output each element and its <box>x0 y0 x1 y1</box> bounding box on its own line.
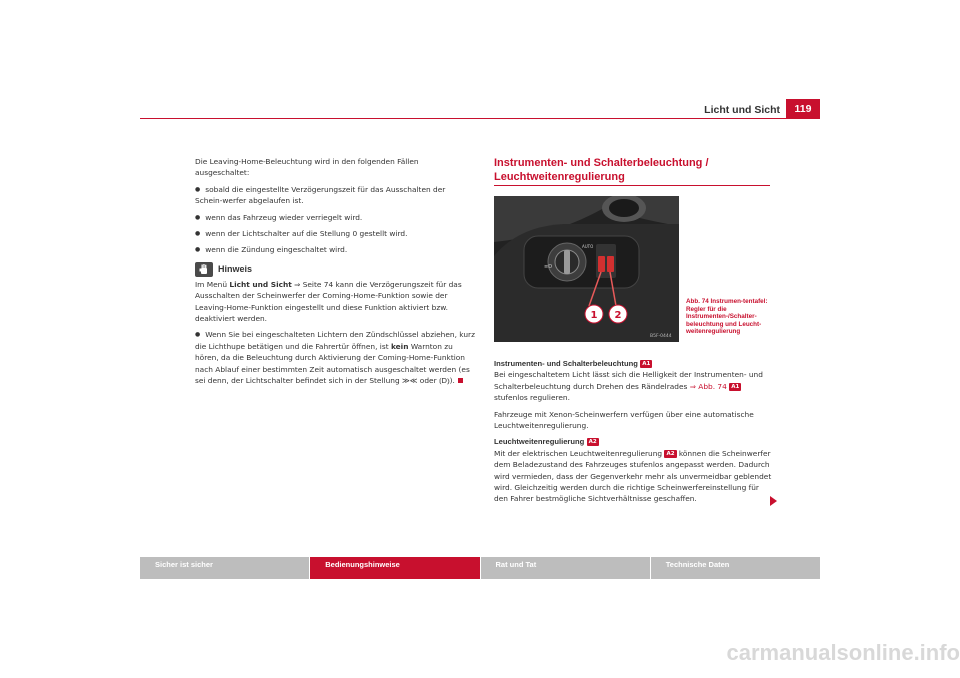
svg-text:≡D: ≡D <box>544 264 553 270</box>
callout-badge: A1 <box>731 383 740 390</box>
body-paragraph: Fahrzeuge mit Xenon-Scheinwerfern verfügen über eine automatische Leuchtweitenregulierung. <box>494 409 754 431</box>
bullet-item: ● wenn das Fahrzeug wieder verriegelt wird. <box>195 212 475 223</box>
bullet-item: ● wenn der Lichtschalter auf die Stellung 0 gestellt wird. <box>195 228 475 239</box>
body-paragraph: Bei eingeschaltetem Licht lässt sich die Helligkeit der Instrumenten- und Schalterbeleuchtung durch Drehen des Rändelrades ⇒ Abb. 74 A1 stufenlos regulieren. <box>494 370 763 403</box>
footer-tab-bedienung[interactable]: Bedienungshinweise <box>310 557 479 579</box>
note-hand-icon <box>195 262 213 277</box>
section-end-mark <box>458 378 463 383</box>
note-bullet: ● Wenn Sie bei eingeschalteten Lichtern den Zündschlüssel abziehen, kurz die Lichthupe betätigen und die Fahrertür öffnen, ist kein Warnton zu hören, da die Beleuchtung durch Aktivierung der Coming-Home-Funktion nach Ablauf einer bestimmten Zeit automatisch ausgeschaltet werden (es sei denn, der Lichtschalter befindet sich in der Stellung ≫≪ oder ⦅D⦆). <box>195 329 475 386</box>
bullet-item: ● sobald die eingestellte Verzögerungszeit für das Ausschalten der Schein-werfer abgelaufen ist. <box>195 184 475 207</box>
bullet-item: ● wenn die Zündung eingeschaltet wird. <box>195 244 475 255</box>
intro-paragraph: Die Leaving-Home-Beleuchtung wird in den folgenden Fällen ausgeschaltet: <box>195 157 419 178</box>
figure-caption: Abb. 74 Instrumen-tentafel: Regler für die Instrumenten-/Schalter-beleuchtung und Leucht-weitenregulierung <box>686 298 768 336</box>
header-rule <box>140 118 820 119</box>
next-page-arrow-icon[interactable] <box>770 496 777 506</box>
callout-badge: A1 <box>642 361 651 367</box>
note-paragraph: Im Menü Licht und Sicht ⇒ Seite 74 kann die Verzögerungszeit für das Ausschalten der Scheinwerfer der Coming-Home-Funktion sowie der Leaving-Home-Funktion eingestellt und diese Funktion aktiviert bzw. deaktiviert werden. <box>195 279 462 324</box>
note-title: Hinweis <box>218 263 253 274</box>
footer-tab-technik[interactable]: Technische Daten <box>651 557 820 579</box>
callout-badge: A2 <box>588 439 597 446</box>
subsection-heading: Leuchtweitenregulierung A2 <box>494 437 597 447</box>
left-column <box>195 156 475 392</box>
footer-nav <box>140 557 820 579</box>
svg-text:AUTO: AUTO <box>582 244 594 249</box>
figure-code: B5F-0444 <box>650 334 672 339</box>
figure-callout-2: 2 <box>614 310 622 321</box>
footer-tab-rat[interactable]: Rat und Tat <box>481 557 650 579</box>
page-number: 119 <box>786 99 820 119</box>
footer-tab-sicher[interactable]: Sicher ist sicher <box>140 557 309 579</box>
figure-light-switch-photo <box>494 196 679 342</box>
watermark: carmanualsonline.info <box>726 640 960 665</box>
right-column <box>494 358 774 510</box>
subsection-heading: Instrumenten- und Schalterbeleuchtung A1 <box>494 359 651 368</box>
callout-badge: A2 <box>666 450 675 457</box>
note-heading <box>195 262 475 277</box>
figure-callout-1: 1 <box>590 310 598 321</box>
section-title: Instrumenten- und Schalterbeleuchtung / Leuchtweitenregulierung <box>494 157 770 186</box>
figure-reference-link[interactable]: ⇒ Abb. 74 <box>689 381 727 391</box>
running-header-title: Licht und Sicht <box>704 104 780 116</box>
body-paragraph: Mit der elektrischen Leuchtweitenregulierung A2 können die Scheinwerfer dem Beladezustand des Fahrzeuges stufenlos angepasst werden. Dadurch wird vermieden, dass der Gegenverkehr mehr als unvermeidbar geblendet wird. Gleichzeitig werden durch die richtige Scheinwerfereinstellung für den Fahrer bestmögliche Sichtverhältnisse geschaffen. <box>494 448 772 504</box>
